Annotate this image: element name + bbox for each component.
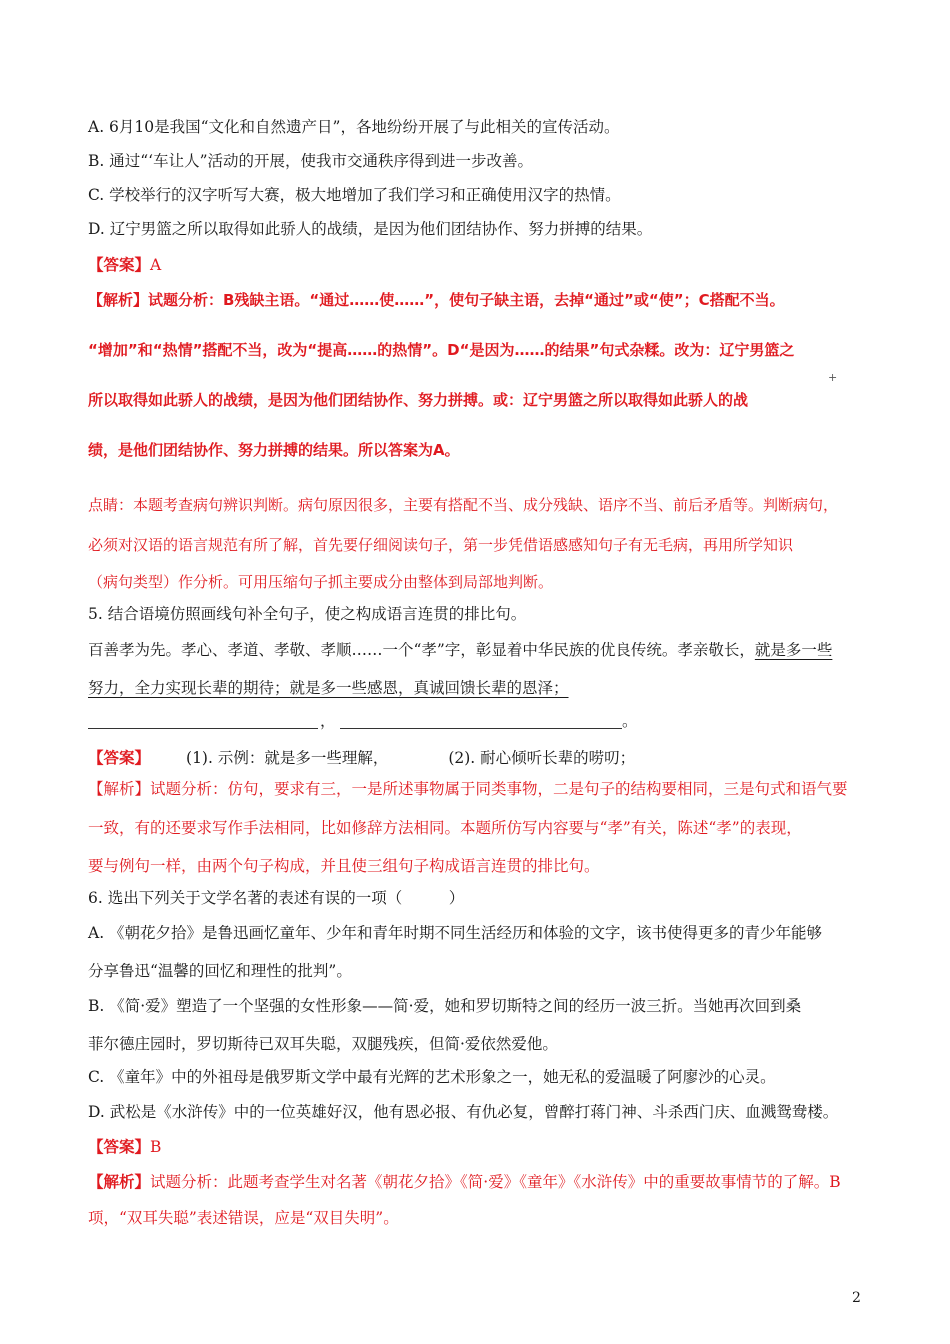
blank-separator: ， <box>320 712 336 730</box>
q5-title: 5. 结合语境仿照画线句补全句子，使之构成语言连贯的排比句。 <box>88 605 527 623</box>
q4-option-b: B. 通过“‘车让人”活动的开展，使我市交通秩序得到进一步改善。 <box>88 152 534 170</box>
analysis-tag: 【解析】 <box>88 1172 151 1191</box>
blank-end: 。 <box>622 712 638 730</box>
q4-analysis-line-1: 【解析】试题分析：B残缺主语。“通过……使……”，使句子缺主语，去掉“通过”或“使”；C搭配不当。 <box>88 291 785 309</box>
q4-option-d: D. 辽宁男篮之所以取得如此骄人的战绩，是因为他们团结协作、努力拼搏的结果。 <box>88 220 653 238</box>
q4-answer <box>88 257 161 274</box>
q5-underlined-text-2: 努力，全力实现长辈的期待；就是多一些感恩，真诚回馈长辈的恩泽； <box>88 679 569 697</box>
answer-blank-2[interactable] <box>340 728 622 729</box>
q5-answer-2: (2). 耐心倾听长辈的唠叨； <box>448 749 636 767</box>
q6-analysis-line-2: 项，“双耳失聪”表述错误，应是“双目失明”。 <box>88 1209 399 1227</box>
q5-underlined-text-1: 就是多一些 <box>754 641 833 659</box>
q4-option-a: A. 6月10是我国“文化和自然遗产日”，各地纷纷开展了与此相关的宣传活动。 <box>88 118 620 136</box>
stray-mark: + <box>828 371 838 384</box>
q6-option-b-line-1: B. 《简·爱》塑造了一个坚强的女性形象——简·爱，她和罗切斯特之间的经历一波三折。当她再次回到桑 <box>88 997 802 1015</box>
answer-tag: 【答案】 <box>88 1137 151 1156</box>
answer-blank-1[interactable] <box>88 728 318 729</box>
answer-tag: 【答案】 <box>88 255 151 274</box>
q4-comment-line-2: 必须对汉语的语言规范有所了解，首先要仔细阅读句子，第一步凭借语感感知句子有无毛病，再用所学知识 <box>88 536 794 554</box>
q6-option-a-line-1: A. 《朝花夕拾》是鲁迅画忆童年、少年和青年时期不同生活经历和体验的文字，该书使得更多的青少年能够 <box>88 924 823 942</box>
q6-answer <box>88 1139 161 1156</box>
q6-analysis-text: 试题分析：此题考查学生对名著《朝花夕拾》《简·爱》《童年》《水浒传》中的重要故事情节的了解。B <box>150 1173 841 1191</box>
q5-analysis-line-1: 【解析】试题分析：仿句，要求有三，一是所述事物属于同类事物，二是句子的结构要相同，三是句式和语气要 <box>88 780 848 798</box>
q6-analysis-line-1 <box>88 1174 841 1191</box>
page-number: 2 <box>852 1290 861 1306</box>
q5-analysis-line-2: 一致，有的还要求写作手法相同，比如修辞方法相同。本题所仿写内容要与“孝”有关，陈述“孝”的表现， <box>88 819 802 837</box>
q6-option-d: D. 武松是《水浒传》中的一位英雄好汉，他有恩必报、有仇必复，曾醉打蒋门神、斗杀西门庆、血溅鸳鸯楼。 <box>88 1103 839 1121</box>
q4-analysis-line-3: 所以取得如此骄人的战绩，是因为他们团结协作、努力拼搏。或：辽宁男篮之所以取得如此骄人的战 <box>88 391 749 409</box>
q6-option-a-line-2: 分享鲁迅“温馨的回忆和理性的批判”。 <box>88 962 352 980</box>
answer-value: A <box>150 256 162 274</box>
answer-tag: 【答案】 <box>88 748 151 767</box>
q6-option-b-line-2: 菲尔德庄园时，罗切斯待已双耳失聪，双腿残疾，但简·爱依然爱他。 <box>88 1035 558 1053</box>
q5-context-prefix: 百善孝为先。孝心、孝道、孝敬、孝顺……一个“孝”字，彰显着中华民族的优良传统。孝亲敬长， <box>88 641 755 659</box>
q5-context-line-1 <box>88 643 832 659</box>
q4-comment-line-1: 点睛：本题考查病句辨识判断。病句原因很多，主要有搭配不当、成分残缺、语序不当、前后矛盾等。判断病句， <box>88 496 839 514</box>
q6-option-c: C. 《童年》中的外祖母是俄罗斯文学中最有光辉的艺术形象之一，她无私的爱温暖了阿廖沙的心灵。 <box>88 1068 776 1086</box>
q6-title: 6. 选出下列关于文学名著的表述有误的一项（ ） <box>88 889 465 907</box>
q5-answer-1: (1). 示例：就是多一些理解， <box>186 749 389 767</box>
answer-value: B <box>150 1138 162 1156</box>
q5-analysis-line-3: 要与例句一样，由两个句子构成，并且使三组句子构成语言连贯的排比句。 <box>88 857 600 875</box>
q4-option-c: C. 学校举行的汉字听写大赛，极大地增加了我们学习和正确使用汉字的热情。 <box>88 186 621 204</box>
q4-comment-line-3: （病句类型）作分析。可用压缩句子抓主要成分由整体到局部地判断。 <box>88 573 554 591</box>
q4-analysis-line-4: 绩，是他们团结协作、努力拼搏的结果。所以答案为A。 <box>88 441 460 459</box>
q4-analysis-line-2: “增加”和“热情”搭配不当，改为“提高……的热情”。D“是因为……的结果”句式杂糅。改为：辽宁男篮之 <box>88 341 795 359</box>
q5-answer <box>88 750 635 767</box>
